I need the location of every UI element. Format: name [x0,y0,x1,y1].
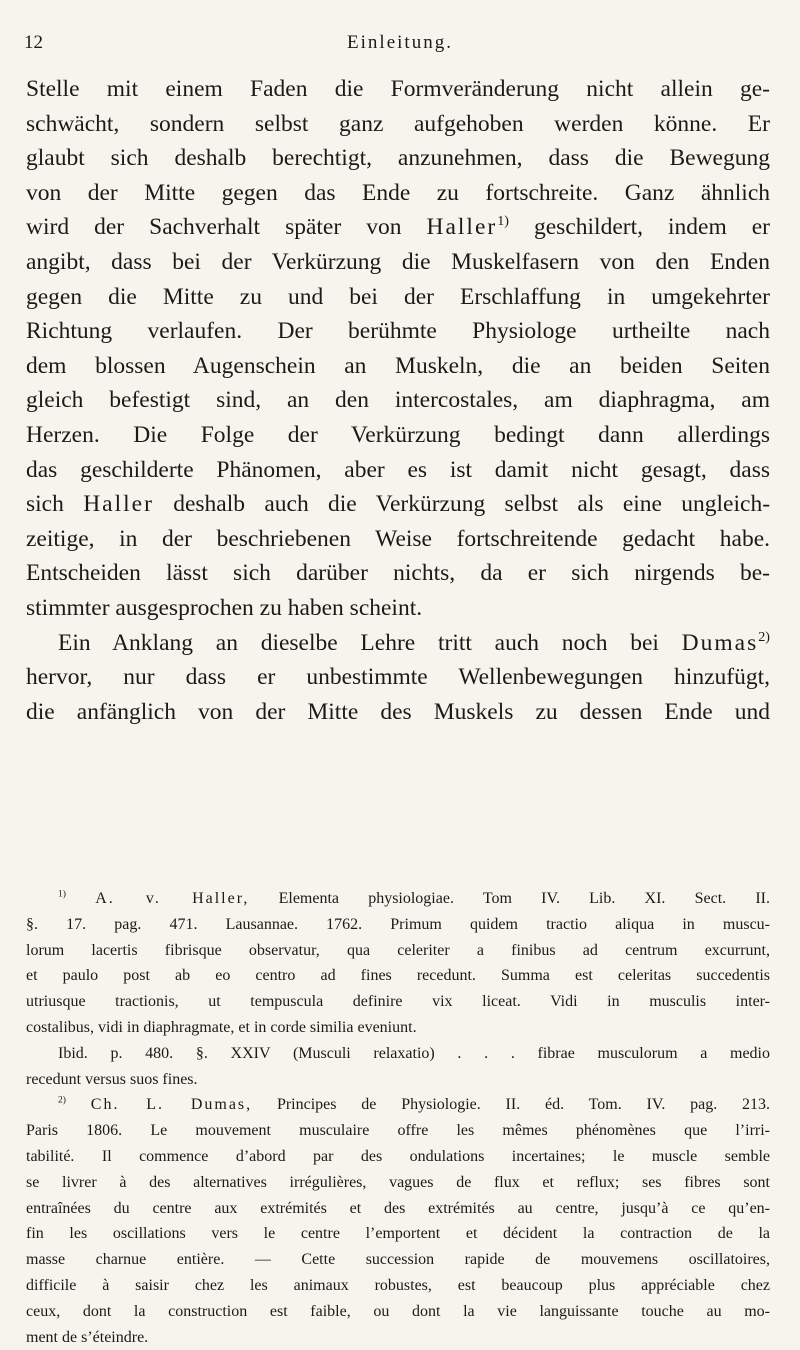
text-line: von der Mitte gegen das Ende zu fortschreite. Ganz ähnlich [26,179,770,206]
text-line [26,210,770,245]
text-line: Stelle mit einem Faden die Formveränderung nicht allein ge- [26,76,770,102]
text-fragment: deshalb auch die Verkürzung selbst als eine ungleich- [173,491,771,518]
page-number: 12 [24,32,43,53]
author-name-haller: Haller [426,214,498,241]
text-line: angibt, dass bei der Verkürzung die Muskelfasern von den Enden [26,248,770,275]
text-line [26,487,770,522]
footnote-author: Ch. L. Dumas, [90,1096,253,1114]
footnote-author: A. v. Haller, [95,890,250,907]
main-text [26,72,770,729]
text-line: Herzen. Die Folge der Verkürzung bedingt dann allerdings [26,421,770,448]
footnote-line: §. 17. pag. 471. Lausannae. 1762. Primum quidem tractio aliqua in muscu- [26,915,770,933]
footnote-line: fin les oscillations vers le centre l’emportent et décident la contraction de la [26,1225,770,1243]
footnote-line: Ibid. p. 480. §. XXIV (Musculi relaxatio) . . . fibrae musculorum a medio [58,1044,770,1062]
footnote-line: utriusque tractionis, ut tempuscula definire vix liceat. Vidi in musculis inter- [26,993,770,1011]
footnote-marker: 1) [58,888,66,900]
text-line: dem blossen Augenschein an Muskeln, die an beiden Seiten [26,352,770,379]
text-line [26,626,770,661]
footnote-marker: 2) [58,1095,66,1107]
footnote-line: se livrer à des alternatives irrégulières, vagues de flux et reflux; ses fibres sont [26,1173,770,1191]
text-line: gleich befestigt sind, an den intercostales, am diaphragma, am [26,387,770,414]
footnote-ref: 2) [758,628,770,645]
text-line: Entscheiden lässt sich darüber nichts, da er sich nirgends be- [26,560,770,587]
footnote-line: costalibus, vidi in diaphragmate, et in corde similia eveniunt. [26,1018,417,1036]
text-line: stimmter ausgesprochen zu haben scheint. [26,594,423,621]
text-line: Richtung verlaufen. Der berühmte Physiologe urtheilte nach [26,318,770,345]
text-fragment: geschildert, indem er [534,214,771,241]
footnote-line: et paulo post ab eo centro ad fines recedunt. Summa est celeritas succedentis [26,967,770,985]
text-fragment: Ein Anklang an dieselbe Lehre tritt auch noch bei [58,629,659,656]
text-line: hervor, nur dass er unbestimmte Wellenbewegungen hinzufügt, [26,664,770,691]
text-line: das geschilderte Phänomen, aber es ist damit nicht gesagt, dass [26,456,770,483]
text-fragment: wird der Sachverhalt später von [26,214,402,241]
text-line: glaubt sich deshalb berechtigt, anzunehmen, dass die Bewegung [26,145,770,172]
author-name-haller: Haller [83,491,154,518]
text-line: gegen die Mitte zu und bei der Erschlaffung in umgekehrter [26,283,770,310]
footnote-line: masse charnue entière. — Cette succession rapide de mouvemens oscillatoires, [26,1251,770,1269]
text-line: zeitige, in der beschriebenen Weise fortschreitende gedacht habe. [26,525,770,552]
running-title: Einleitung. [347,32,453,53]
text-fragment: sich [26,491,64,518]
text-line: schwächt, sondern selbst ganz aufgehoben werden könne. Er [26,110,770,137]
footnote-line: recedunt versus suos fines. [26,1070,198,1088]
footnote-line: Paris 1806. Le mouvement musculaire offre les mêmes phénomènes que l’irri- [26,1122,770,1140]
footnote-line: difficile à saisir chez les animaux robustes, est beaucoup plus appréciable chez [26,1276,770,1294]
footnote-text: Principes de Physiologie. II. éd. Tom. IV. pag. 213. [276,1096,770,1114]
footnote-line: tabilité. Il commence d’abord par des ondulations incertaines; le muscle semble [26,1147,770,1165]
footnotes [26,886,770,1350]
footnote-line [26,886,770,912]
text-line: die anfänglich von der Mitte des Muskels zu dessen Ende und [26,698,770,725]
footnote-line: lorum lacertis fibrisque observatur, qua celeriter a finibus ad centrum excurrunt, [26,941,770,959]
footnote-ref: 1) [497,213,509,230]
footnote-line [26,1092,770,1118]
footnote-text: Elementa physiologiae. Tom IV. Lib. XI. Sect. II. [278,890,770,907]
footnote-line: entraînées du centre aux extrémités et des extrémités au centre, jusqu’à ce qu’en- [26,1199,770,1217]
author-name-dumas: Dumas [681,629,759,656]
footnote-line: ment de s’éteindre. [26,1328,149,1346]
footnote-line: ceux, dont la construction est faible, ou dont la vie languissante touche au mo- [26,1302,770,1320]
